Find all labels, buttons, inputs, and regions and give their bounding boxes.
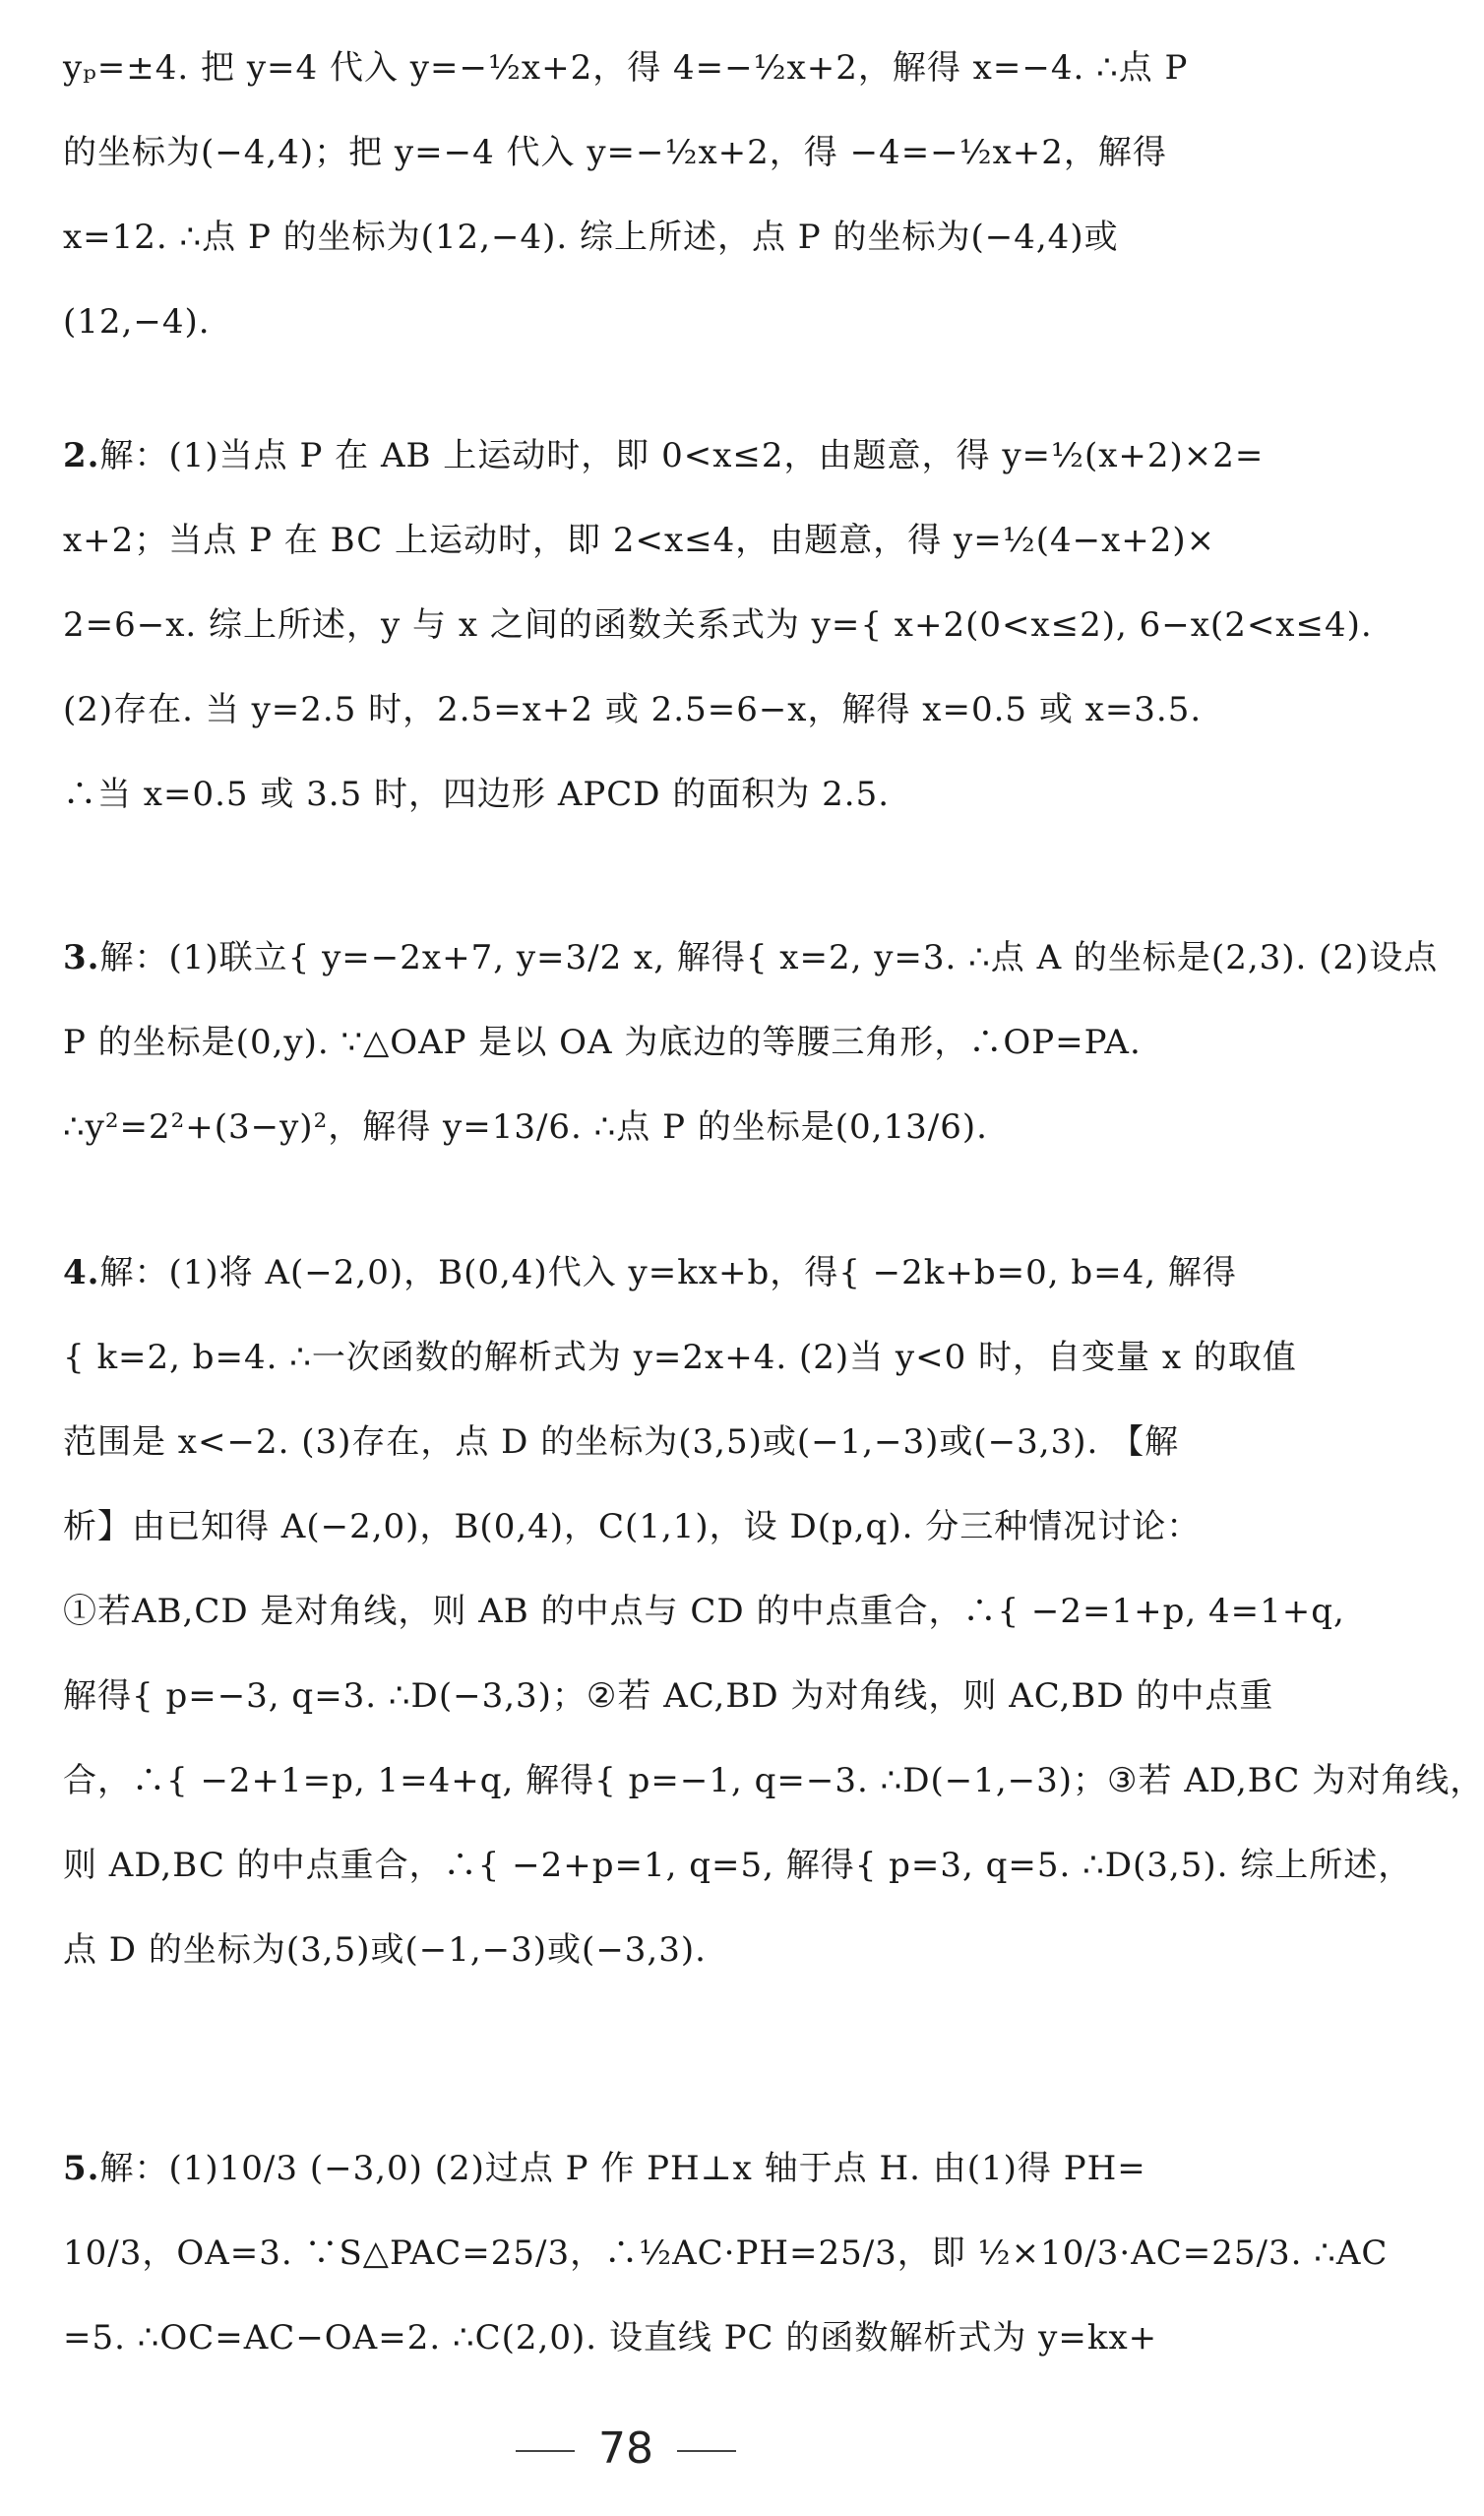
- page-number: 78: [598, 2423, 653, 2474]
- footer-dash-right: [677, 2450, 736, 2452]
- text-line: 合，∴{ −2+1=p, 1=4+q, 解得{ p=−1, q=−3. ∴D(−1,−3)；③若 AD,BC 为对角线，: [63, 1761, 1484, 1800]
- question-2: [63, 413, 1373, 837]
- text-line: [63, 1230, 1237, 1315]
- text-line: 点 D 的坐标为(3,5)或(−1,−3)或(−3,3).: [63, 1930, 707, 1970]
- text-line: (2)存在. 当 y=2.5 时，2.5=x+2 或 2.5=6−x，解得 x=0.5 或 x=3.5.: [63, 690, 1203, 729]
- text-line: 的坐标为(−4,4)；把 y=−4 代入 y=−½x+2，得 −4=−½x+2，解得: [63, 133, 1167, 172]
- question-number: 4.: [63, 1253, 100, 1292]
- line-text: 解：(1)当点 P 在 AB 上运动时，即 0<x≤2，由题意，得 y=½(x+2)×2=: [99, 436, 1265, 475]
- text-line: [63, 413, 1265, 498]
- text-line: ①若AB,CD 是对角线，则 AB 的中点与 CD 的中点重合，∴{ −2=1+p, 4=1+q,: [63, 1592, 1345, 1631]
- text-line: yₚ=±4. 把 y=4 代入 y=−½x+2，得 4=−½x+2，解得 x=−4. ∴点 P: [63, 48, 1189, 88]
- text-line: ∴当 x=0.5 或 3.5 时，四边形 APCD 的面积为 2.5.: [63, 775, 891, 814]
- text-line: =5. ∴OC=AC−OA=2. ∴C(2,0). 设直线 PC 的函数解析式为 y=kx+: [63, 2318, 1158, 2358]
- text-line: 析】由已知得 A(−2,0)，B(0,4)，C(1,1)，设 D(p,q). 分三种情况讨论：: [63, 1507, 1202, 1546]
- question-4: [63, 1230, 1484, 1992]
- text-line: { k=2, b=4. ∴一次函数的解析式为 y=2x+4. (2)当 y<0 时，自变量 x 的取值: [63, 1338, 1297, 1377]
- question-number: 2.: [63, 436, 100, 475]
- text-line: 则 AD,BC 的中点重合，∴{ −2+p=1, q=5, 解得{ p=3, q=5. ∴D(3,5). 综上所述，: [63, 1846, 1413, 1885]
- page-footer: [0, 2423, 1252, 2474]
- paragraph-continued: [63, 26, 1195, 364]
- line-text: 解：(1)联立{ y=−2x+7, y=3/2 x, 解得{ x=2, y=3. ∴点 A 的坐标是(2,3). (2)设点: [99, 938, 1439, 977]
- text-line: 范围是 x<−2. (3)存在，点 D 的坐标为(3,5)或(−1,−3)或(−3,3). 【解: [63, 1422, 1180, 1462]
- question-3: [63, 915, 1439, 1169]
- text-line: 2=6−x. 综上所述，y 与 x 之间的函数关系式为 y={ x+2(0<x≤2), 6−x(2<x≤4).: [63, 605, 1373, 645]
- question-5: [63, 2126, 1389, 2380]
- text-line: P 的坐标是(0,y). ∵△OAP 是以 OA 为底边的等腰三角形，∴OP=PA.: [63, 1023, 1142, 1062]
- text-line: 解得{ p=−3, q=3. ∴D(−3,3)；②若 AC,BD 为对角线，则 AC,BD 的中点重: [63, 1676, 1274, 1716]
- question-number: 5.: [63, 2149, 100, 2188]
- text-line: [63, 2126, 1195, 2211]
- text-line: x=12. ∴点 P 的坐标为(12,−4). 综上所述，点 P 的坐标为(−4,4)或: [63, 218, 1119, 257]
- text-line: ∴y²=2²+(3−y)²，解得 y=13/6. ∴点 P 的坐标是(0,13/6).: [63, 1107, 988, 1147]
- line-text: 解：(1)10/3 (−3,0) (2)过点 P 作 PH⊥x 轴于点 H. 由(1)得 PH=: [99, 2149, 1146, 2188]
- text-line: x+2；当点 P 在 BC 上运动时，即 2<x≤4，由题意，得 y=½(4−x+2)×: [63, 521, 1216, 560]
- footer-dash-left: [516, 2450, 575, 2452]
- question-number: 3.: [63, 938, 100, 977]
- line-text: 解：(1)将 A(−2,0)，B(0,4)代入 y=kx+b，得{ −2k+b=0, b=4, 解得: [99, 1253, 1237, 1292]
- text-line: [63, 915, 1439, 1000]
- text-line: 10/3，OA=3. ∵S△PAC=25/3，∴½AC·PH=25/3，即 ½×10/3·AC=25/3. ∴AC: [63, 2233, 1389, 2273]
- text-line: (12,−4).: [63, 302, 211, 342]
